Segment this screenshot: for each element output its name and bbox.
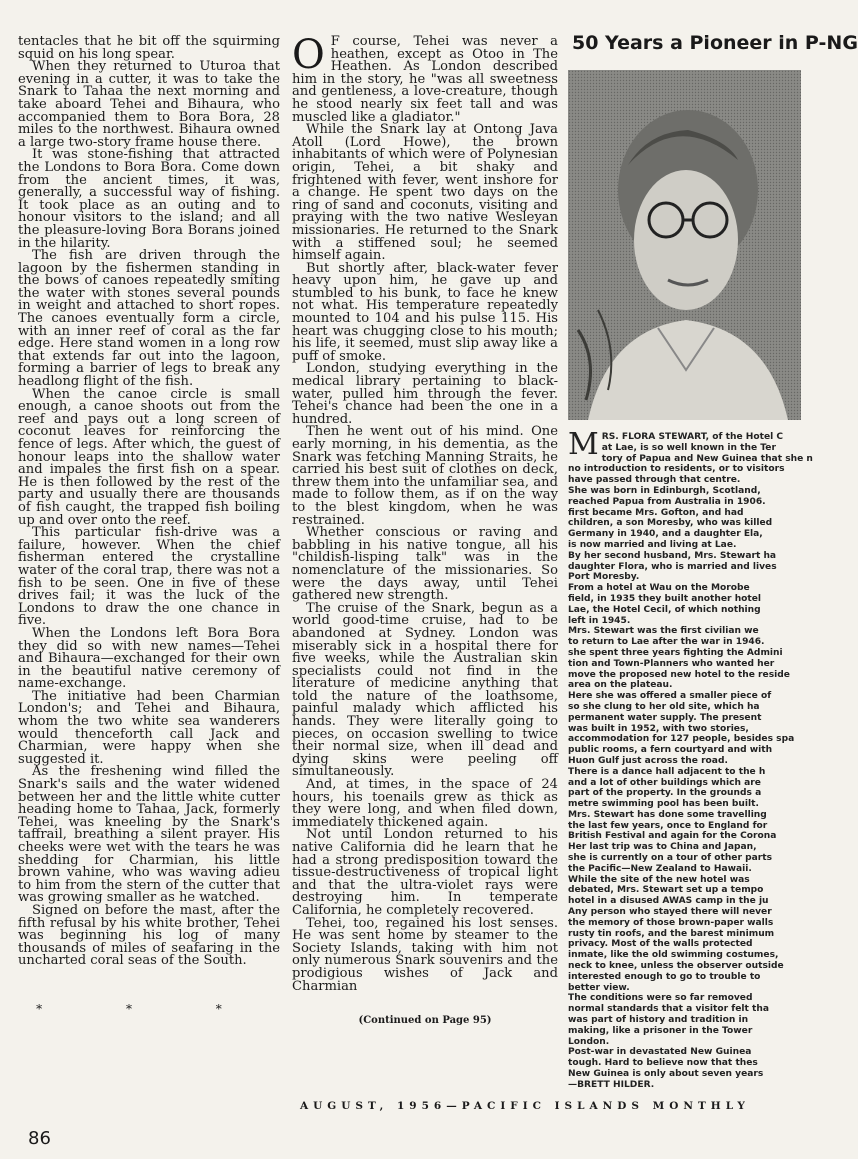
col1-paragraph: Signed on before the mast, after the fifth refusal by his white brother, Tehei was beginning his log of many thousands of miles of seafaring in the uncharted coral seas of the South. — [18, 902, 280, 969]
sidebar-line: debated, Mrs. Stewart set up a tempo — [568, 885, 764, 896]
sidebar-line: neck to knee, unless the observer outside — [568, 961, 784, 972]
sidebar-line: The conditions were so far removed — [568, 993, 753, 1004]
section-break: * * * — [36, 1001, 262, 1016]
sidebar-line: and a lot of other buildings which are — [568, 777, 761, 788]
col2-paragraph: Then he went out of his mind. One early morning, in his dementia, as the Snark was fetching Manning Straits, he carried his best suit of clothes on deck, threw them into the unfamiliar sea, and made to follow them, as if on the way to the blest kingdom, when he was restrained. — [292, 424, 558, 528]
sidebar-line: no introduction to residents, or to visitors — [568, 464, 785, 475]
sidebar-bio — [568, 427, 813, 1091]
sidebar-line: hotel in a disused AWAS camp in the ju — [568, 896, 769, 907]
sidebar-line: London. — [568, 1036, 610, 1047]
sidebar-line: so she clung to her old site, which ha — [568, 701, 760, 712]
sidebar-line: reached Papua from Australia in 1906. — [568, 496, 766, 507]
sidebar-line: Germany in 1940, and a daughter Ela, — [568, 529, 763, 540]
sidebar-line: She was born in Edinburgh, Scotland, — [568, 485, 761, 496]
sidebar-line: interested enough to go to trouble to — [568, 971, 761, 982]
sidebar-line: the memory of those brown-paper walls — [568, 917, 774, 928]
col2-paragraph: F course, Tehei was never a heathen, except as Otoo in The Heathen. As London described him in the story, he "was all sweetness and gentleness, a love-creature, though he stood nearly six feet tall and was muscled like a gladiator." — [292, 34, 558, 125]
sidebar-line: move the proposed new hotel to the reside — [568, 669, 790, 680]
sidebar-line: From a hotel at Wau on the Morobe — [568, 583, 750, 594]
sidebar-drop-cap: M — [568, 427, 599, 462]
col2-paragraph: Not until London returned to his native California did he learn that he had a strong predisposition toward the tissue-destructiveness of tropical light and that the ultra-violet rays were destroying him. In temperate California, he completely recovered. — [292, 827, 558, 918]
sidebar-line: Port Moresby. — [568, 572, 640, 583]
sidebar-line: better view. — [568, 982, 630, 993]
col2-paragraph: But shortly after, black-water fever heavy upon him, he gave up and stumbled to his bunk, to face he knew not what. His temperature repeatedly mounted to 104 and his pulse 115. His heart was chugging close to his mouth; his life, it seemed, must slip away like a puff of smoke. — [292, 260, 558, 364]
sidebar-line: Her last trip was to China and Japan, — [568, 842, 757, 853]
sidebar-line: daughter Flora, who is married and lives — [568, 561, 777, 572]
sidebar-column — [568, 32, 858, 1094]
sidebar-line: privacy. Most of the walls protected — [568, 939, 753, 950]
sidebar-title: 50 Years a Pioneer in P-NG — [572, 32, 858, 54]
sidebar-line: tough. Hard to believe now that thes — [568, 1058, 758, 1069]
article-column-1 — [18, 36, 280, 1016]
sidebar-line: children, a son Moresby, who was killed — [568, 518, 773, 529]
sidebar-line: at Lae, is so well known in the Ter — [601, 442, 776, 453]
sidebar-line: left in 1945. — [568, 615, 631, 626]
sidebar-line: —BRETT HILDER. — [568, 1079, 655, 1090]
sidebar-line: British Festival and again for the Corona — [568, 831, 777, 842]
col1-paragraph: When the Londons left Bora Bora they did so with new names—Tehei and Bihaura—exchanged for their own in the beautiful native ceremony of name-exchange. — [18, 625, 280, 692]
sidebar-line: the last few years, once to England for — [568, 820, 768, 831]
sidebar-line: first became Mrs. Gofton, and had — [568, 507, 744, 518]
sidebar-line: area on the plateau. — [568, 680, 673, 691]
sidebar-line: New Guinea is only about seven years — [568, 1069, 764, 1080]
sidebar-line: Lae, the Hotel Cecil, of which nothing — [568, 604, 761, 615]
portrait-photo — [568, 70, 801, 420]
col2-paragraph: Whether conscious or raving and babbling in his native tongue, all his "childish-lisping talk" was in the nomenclature of the missionaries. So were the days away, until Tehei gathered new strength. — [292, 525, 558, 604]
page-footer: AUGUST, 1956—PACIFIC ISLANDS MONTHLY — [300, 1100, 750, 1112]
col1-paragraph: It was stone-fishing that attracted the Londons to Bora Bora. Come down from the ancient times, it was, generally, a successful way of fishing. It took place as an outing and to honour visitors to the island; and all the pleasure-loving Bora Borans joined in the hilarity. — [18, 147, 280, 251]
sidebar-line: While the site of the new hotel was — [568, 874, 750, 885]
col2-paragraph: The cruise of the Snark, begun as a world good-time cruise, had to be abandoned at Sydney. London was miserably sick in a hospital there for five weeks, while the Australian skin specialists could not find in the literature of medicine anything that told the nature of the loathsome, painful malady which afflicted his hands. They were literally going to pieces, on occasion swelling to twice their normal size, when ill dead and dying skins were peeling off simultaneously. — [292, 600, 558, 780]
col1-paragraph: The fish are driven through the lagoon by the fishermen standing in the bows of canoes repeatedly smiting the water with stones several pounds in weight and attached to short ropes. The canoes eventually form a circle, with an inner reef of coral as the far edge. Here stand women in a long row that extends far out into the lagoon, forming a barrier of legs to break any headlong flight of the fish. — [18, 248, 280, 390]
article-column-2 — [292, 32, 558, 1027]
sidebar-line: have passed through that centre. — [568, 475, 741, 486]
sidebar-line: part of the property. In the grounds a — [568, 788, 762, 799]
col1-paragraph: This particular fish-drive was a failure, however. When the chief fisherman entered the crystalline water of the coral trap, there was not a fish to be seen. One in five of these drives fail; it was the luck of the Londons to draw the one chance in five. — [18, 525, 280, 629]
sidebar-line: was built in 1952, with two stories, — [568, 723, 749, 734]
drop-cap: O — [292, 32, 325, 78]
sidebar-line: Any person who stayed there will never — [568, 907, 772, 918]
col1-paragraph: tentacles that he bit off the squirming squid on his long spear. — [18, 34, 280, 62]
continued-note: (Continued on Page 95) — [358, 1015, 492, 1027]
sidebar-line: was part of history and tradition in — [568, 1015, 749, 1026]
sidebar-line: is now married and living at Lae. — [568, 539, 737, 550]
sidebar-line: field, in 1935 they built another hotel — [568, 593, 762, 604]
col1-paragraph: When the canoe circle is small enough, a canoe shoots out from the reef and pays out a long screen of coconut leaves for reinforcing the fence of legs. After which, the guest of honour leaps into the shallow water and impales the first fish on a spear. He is then followed by the rest of the party and usually there are thousands of fish caught, the trapped fish boiling up and over onto the reef. — [18, 386, 280, 528]
col2-paragraph: While the Snark lay at Ontong Java Atoll (Lord Howe), the brown inhabitants of which were of Polynesian origin, Tehei, a bit shaky and frightened with fever, went inshore for a change. He spent two days on the ring of sand and coconuts, visiting and praying with the two native Wesleyan missionaries. He returned to the Snark with a stiffened soul; he seemed himself again. — [292, 122, 558, 264]
sidebar-line: to return to Lae after the war in 1946. — [568, 637, 765, 648]
sidebar-line: Huon Gulf just across the road. — [568, 755, 728, 766]
sidebar-line: making, like a prisoner in the Tower — [568, 1025, 753, 1036]
sidebar-line: tion and Town-Planners who wanted her — [568, 658, 775, 669]
sidebar-line: rusty tin roofs, and the barest minimum — [568, 928, 775, 939]
sidebar-line: normal standards that a visitor felt tha — [568, 1004, 769, 1015]
col2-paragraph: And, at times, in the space of 24 hours, his toenails grew as thick as they were long, and when filed down, immediately thickened again. — [292, 777, 558, 830]
sidebar-line: permanent water supply. The present — [568, 712, 762, 723]
col2-paragraph: Tehei, too, regained his lost senses. He was sent home by steamer to the Society Islands, taking with him not only numerous Snark souvenirs and the prodigious wishes of Jack and Charmian — [292, 915, 558, 994]
sidebar-line: By her second husband, Mrs. Stewart ha — [568, 550, 777, 561]
sidebar-line: Mrs. Stewart has done some travelling — [568, 809, 767, 820]
col1-paragraph: When they returned to Uturoa that evening in a cutter, it was to take the Snark to Tahaa the next morning and take aboard Tehei and Bihaura, who accompanied them to Bora Bora, 28 miles to the northwest. Bihaura owned a large two-story frame house there. — [18, 59, 280, 150]
sidebar-line: she spent three years fighting the Admini — [568, 647, 783, 658]
sidebar-line: she is currently on a tour of other parts — [568, 853, 773, 864]
sidebar-line: inmate, like the old swimming costumes, — [568, 950, 779, 961]
col2-paragraph: London, studying everything in the medical library pertaining to black-water, pulled him through the fever. Tehei's chance had been the one in a hundred. — [292, 361, 558, 427]
sidebar-line: RS. FLORA STEWART, of the Hotel C — [601, 432, 784, 442]
page-number: 86 — [28, 1128, 51, 1149]
col1-paragraph: The initiative had been Charmian London's; and Tehei and Bihaura, whom the two white sea wanderers would thenceforth call Jack and Charmian, were happy when she suggested it. — [18, 688, 280, 767]
col1-paragraph: As the freshening wind filled the Snark's sails and the water widened between her and the little white cutter heading home to Tahaa, Jack, formerly Tehei, was kneeling by the Snark's taffrail, breathing a silent prayer. His cheeks were wet with the tears he was shedding for Charmian, his little brown vahine, who was waving adieu to him from the stern of the cutter that was growing smaller as he watched. — [18, 764, 280, 906]
sidebar-line: accommodation for 127 people, besides spa — [568, 734, 795, 745]
sidebar-line: tory of Papua and New Guinea that she n — [601, 453, 813, 464]
sidebar-line: Mrs. Stewart was the first civilian we — [568, 626, 759, 637]
sidebar-line: metre swimming pool has been built. — [568, 799, 759, 810]
sidebar-line: public rooms, a fern courtyard and with — [568, 745, 773, 756]
sidebar-line: Post-war in devastated New Guinea — [568, 1047, 752, 1058]
sidebar-line: the Pacific—New Zealand to Hawaii. — [568, 863, 752, 874]
sidebar-line: There is a dance hall adjacent to the h — [568, 766, 766, 777]
sidebar-line: Here she was offered a smaller piece of — [568, 691, 772, 702]
